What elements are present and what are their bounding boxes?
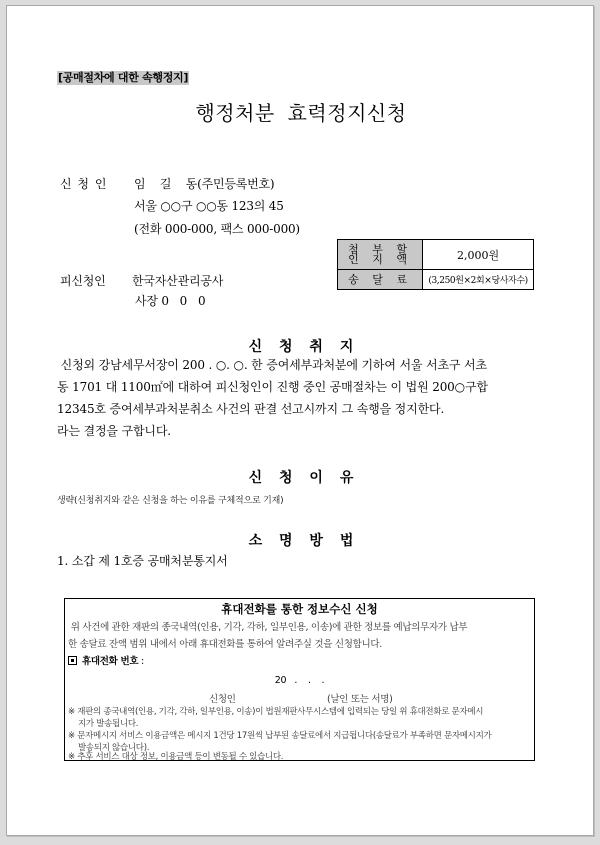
purpose-line-3: 12345호 증여세부과처분취소 사건의 판결 선고시까지 그 속행을 정지한다. [57, 402, 445, 416]
reference-mark-icon: ※ [68, 731, 75, 741]
stamp-fee-value: 2,000원 [423, 240, 534, 270]
evidence-heading: 소 명 방 법 [248, 533, 354, 549]
phone-number-row [68, 653, 144, 667]
applicant-name: 임 길 동(주민등록번호) [134, 177, 275, 191]
reference-mark-icon: ※ [68, 752, 75, 762]
purpose-line-2: 동 1701 대 1100㎡에 대하여 피신청인이 진행 중인 공매절차는 이 법원 200○구합 [57, 380, 488, 394]
fee-row-stamp [338, 240, 534, 270]
service-fee-label: 송 달 료 [338, 270, 423, 290]
purpose-heading: 신 청 취 지 [248, 339, 354, 355]
applicant-label: 신 청 인 [60, 177, 108, 191]
note-3 [68, 750, 283, 762]
purpose-line-4: 라는 결정을 구합니다. [57, 424, 171, 438]
signature-date: 20 . . . [274, 675, 325, 686]
signer-label: 신청인 [209, 694, 236, 705]
note-3-line-1: 추후 서비스 대상 정보, 이용금액 등이 변동될 수 있습니다. [74, 752, 284, 762]
evidence-item-1: 1. 소갑 제 1호증 공매처분통지서 [57, 554, 228, 568]
fee-row-service [338, 270, 534, 290]
note-1 [68, 705, 483, 717]
phone-number-label: 휴대전화 번호 [82, 656, 139, 667]
note-2 [68, 729, 491, 741]
reason-text: 생략(신청취지와 같은 신청을 하는 이유를 구체적으로 기재) [57, 496, 284, 506]
applicant-contact: (전화 000-000, 팩스 000-000) [134, 222, 300, 236]
stamp-fee-label-line2: 인 지 액 [348, 252, 412, 266]
fee-table [337, 239, 534, 290]
note-1-line-2: 지가 발송됩니다. [78, 719, 139, 729]
document-title: 행정처분 효력정지신청 [195, 101, 407, 125]
signer-seal: (날인 또는 서명) [327, 694, 393, 705]
mobile-notice-title: 휴대전화를 통한 정보수신 신청 [221, 602, 378, 616]
respondent-rep: 사장 0 0 0 [135, 294, 206, 308]
phone-number-colon: : [138, 656, 144, 667]
stamp-fee-label-line1: 첨 부 할 [348, 242, 412, 256]
reference-mark-icon: ※ [68, 707, 75, 717]
respondent-name: 한국자산관리공사 [132, 274, 224, 288]
purpose-line-1: 신청외 강남세무서장이 200 . ○. ○. 한 증여세부과처분에 기하여 서울 서초구 서초 [57, 358, 487, 372]
document-tag: [공매절차에 대한 속행정지] [58, 71, 189, 84]
reason-heading: 신 청 이 유 [248, 470, 354, 486]
document-page [6, 5, 594, 836]
note-1-line-1: 재판의 종국내역(인용, 기각, 각하, 일부인용, 이송)이 법원재판사무시스템에 입력되는 당일 위 휴대전화로 문자메시 [74, 707, 484, 717]
mobile-notice-intro-1: 위 사건에 관한 재판의 종국내역(인용, 기각, 각하, 일부인용, 이송)에 관한 정보를 예납의무자가 납부 [68, 622, 468, 633]
service-fee-value: (3,250원×2회×당사자수) [423, 270, 534, 290]
applicant-address: 서울 ○○구 ○○동 123의 45 [134, 199, 284, 213]
mobile-notice-box [64, 598, 535, 761]
mobile-notice-intro-2: 한 송달료 잔액 범위 내에서 아래 휴대전화를 통하여 알려주실 것을 신청합니다. [68, 639, 382, 650]
stamp-fee-label [338, 240, 423, 270]
checkbox-icon[interactable] [68, 656, 77, 665]
note-2-line-1: 문자메시지 서비스 이용금액은 메시지 1건당 17원씩 납부된 송달료에서 지급됩니다(송달료가 부족하면 문자메시지가 [74, 731, 492, 741]
note-2-line-2: 발송되지 않습니다). [78, 743, 150, 753]
respondent-label: 피신청인 [60, 274, 106, 288]
